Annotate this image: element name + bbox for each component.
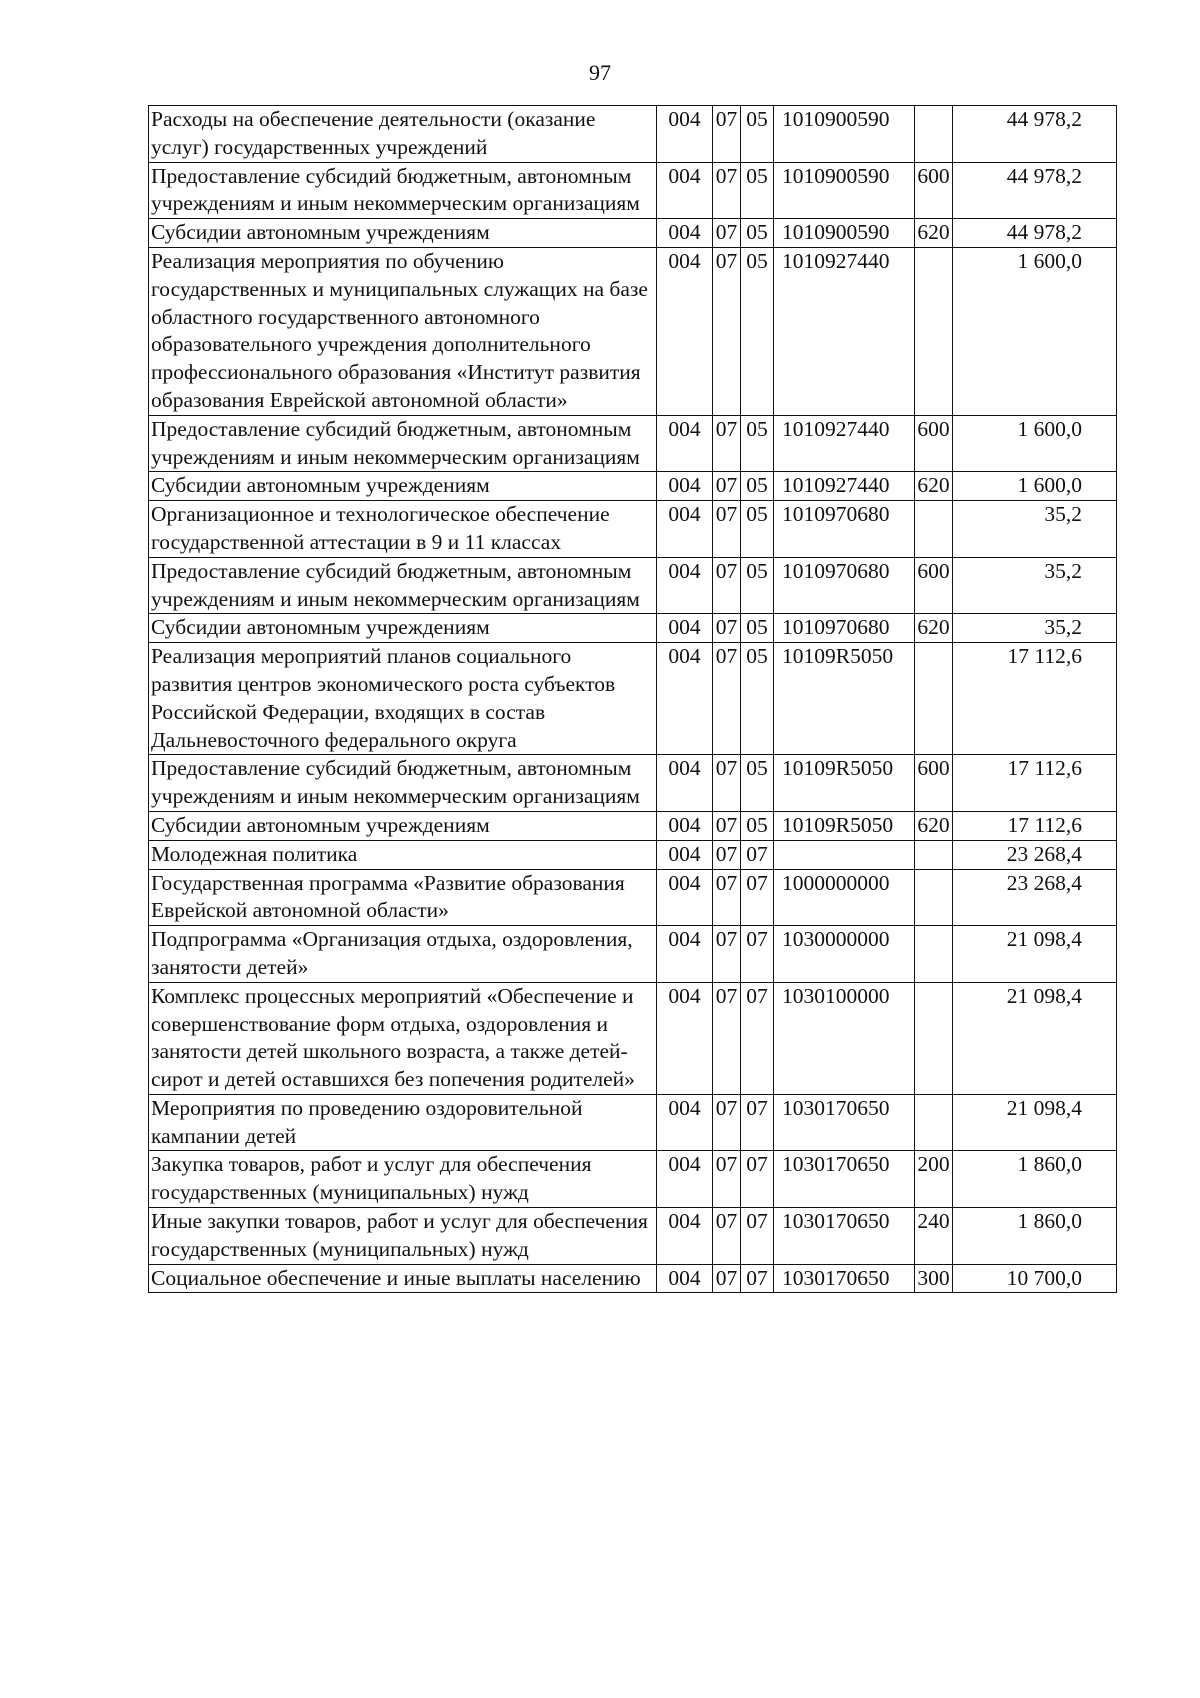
expense-type-cell [915, 501, 953, 558]
section-cell: 07 [713, 1208, 741, 1265]
target-item-cell: 1000000000 [774, 869, 915, 926]
grbs-cell: 004 [657, 162, 713, 219]
subsection-cell: 07 [741, 1094, 774, 1151]
target-item-cell: 1010970680 [774, 557, 915, 614]
table-row [149, 1094, 1117, 1151]
expense-type-cell [915, 1094, 953, 1151]
row-name-cell: Реализация мероприятия по обучению государственных и муниципальных служащих на базе областного государственного автономного образовательного учреждения дополнительного профессионального образования «Институт развития образования Еврейской автономной области» [149, 247, 657, 415]
grbs-cell: 004 [657, 1208, 713, 1265]
table-row [149, 1264, 1117, 1293]
subsection-cell: 07 [741, 840, 774, 869]
subsection-cell: 05 [741, 162, 774, 219]
target-item-cell: 1010900590 [774, 162, 915, 219]
target-item-cell: 1010970680 [774, 614, 915, 643]
amount-cell: 35,2 [953, 557, 1117, 614]
table-body [149, 106, 1117, 1293]
row-name-cell: Социальное обеспечение и иные выплаты населению [149, 1264, 657, 1293]
subsection-cell: 05 [741, 614, 774, 643]
amount-cell: 1 600,0 [953, 472, 1117, 501]
row-name-cell: Предоставление субсидий бюджетным, автономным учреждениям и иным некоммерческим организациям [149, 755, 657, 812]
expense-type-cell [915, 869, 953, 926]
table-row [149, 869, 1117, 926]
subsection-cell: 05 [741, 247, 774, 415]
subsection-cell: 05 [741, 811, 774, 840]
row-name-cell: Реализация мероприятий планов социального развития центров экономического роста субъектов Российской Федерации, входящих в состав Дальневосточного федерального округа [149, 643, 657, 755]
amount-cell: 17 112,6 [953, 755, 1117, 812]
grbs-cell: 004 [657, 1264, 713, 1293]
amount-cell: 17 112,6 [953, 811, 1117, 840]
amount-cell: 17 112,6 [953, 643, 1117, 755]
table-row [149, 219, 1117, 248]
grbs-cell: 004 [657, 811, 713, 840]
target-item-cell: 1030100000 [774, 982, 915, 1094]
amount-cell: 1 860,0 [953, 1151, 1117, 1208]
amount-cell: 23 268,4 [953, 869, 1117, 926]
target-item-cell: 1010900590 [774, 219, 915, 248]
expense-type-cell [915, 982, 953, 1094]
section-cell: 07 [713, 247, 741, 415]
grbs-cell: 004 [657, 415, 713, 472]
expense-type-cell [915, 643, 953, 755]
subsection-cell: 05 [741, 557, 774, 614]
row-name-cell: Субсидии автономным учреждениям [149, 614, 657, 643]
grbs-cell: 004 [657, 869, 713, 926]
table-row [149, 557, 1117, 614]
amount-cell: 21 098,4 [953, 926, 1117, 983]
section-cell: 07 [713, 614, 741, 643]
target-item-cell: 1030000000 [774, 926, 915, 983]
table-row [149, 162, 1117, 219]
subsection-cell: 05 [741, 415, 774, 472]
grbs-cell: 004 [657, 1151, 713, 1208]
amount-cell: 35,2 [953, 501, 1117, 558]
expense-type-cell: 240 [915, 1208, 953, 1265]
table-row [149, 840, 1117, 869]
table-row [149, 472, 1117, 501]
table-row [149, 501, 1117, 558]
section-cell: 07 [713, 219, 741, 248]
target-item-cell: 1030170650 [774, 1094, 915, 1151]
table-row [149, 755, 1117, 812]
grbs-cell: 004 [657, 840, 713, 869]
subsection-cell: 07 [741, 1151, 774, 1208]
grbs-cell: 004 [657, 1094, 713, 1151]
row-name-cell: Комплекс процессных мероприятий «Обеспечение и совершенствование форм отдыха, оздоровления и занятости детей школьного возраста, а также детей-сирот и детей оставшихся без попечения родителей» [149, 982, 657, 1094]
table-row [149, 643, 1117, 755]
expense-type-cell: 600 [915, 755, 953, 812]
grbs-cell: 004 [657, 982, 713, 1094]
target-item-cell: 1010927440 [774, 415, 915, 472]
target-item-cell: 10109R5050 [774, 643, 915, 755]
section-cell: 07 [713, 557, 741, 614]
expense-type-cell: 600 [915, 162, 953, 219]
section-cell: 07 [713, 162, 741, 219]
table-row [149, 811, 1117, 840]
target-item-cell: 1030170650 [774, 1151, 915, 1208]
section-cell: 07 [713, 106, 741, 163]
row-name-cell: Организационное и технологическое обеспечение государственной аттестации в 9 и 11 классах [149, 501, 657, 558]
target-item-cell: 1010927440 [774, 247, 915, 415]
target-item-cell: 1010927440 [774, 472, 915, 501]
section-cell: 07 [713, 1094, 741, 1151]
grbs-cell: 004 [657, 472, 713, 501]
subsection-cell: 05 [741, 643, 774, 755]
target-item-cell: 10109R5050 [774, 755, 915, 812]
expense-type-cell [915, 247, 953, 415]
section-cell: 07 [713, 840, 741, 869]
subsection-cell: 07 [741, 982, 774, 1094]
target-item-cell: 1030170650 [774, 1208, 915, 1265]
row-name-cell: Подпрограмма «Организация отдыха, оздоровления, занятости детей» [149, 926, 657, 983]
amount-cell: 10 700,0 [953, 1264, 1117, 1293]
grbs-cell: 004 [657, 614, 713, 643]
subsection-cell: 05 [741, 472, 774, 501]
expense-type-cell: 620 [915, 614, 953, 643]
subsection-cell: 07 [741, 1208, 774, 1265]
amount-cell: 44 978,2 [953, 162, 1117, 219]
expense-type-cell: 620 [915, 219, 953, 248]
section-cell: 07 [713, 1151, 741, 1208]
amount-cell: 23 268,4 [953, 840, 1117, 869]
target-item-cell: 1010970680 [774, 501, 915, 558]
expense-type-cell: 600 [915, 415, 953, 472]
section-cell: 07 [713, 811, 741, 840]
expense-type-cell [915, 926, 953, 983]
table-row [149, 247, 1117, 415]
row-name-cell: Мероприятия по проведению оздоровительной кампании детей [149, 1094, 657, 1151]
amount-cell: 35,2 [953, 614, 1117, 643]
target-item-cell: 10109R5050 [774, 811, 915, 840]
grbs-cell: 004 [657, 106, 713, 163]
subsection-cell: 07 [741, 926, 774, 983]
row-name-cell: Молодежная политика [149, 840, 657, 869]
grbs-cell: 004 [657, 247, 713, 415]
table-row [149, 926, 1117, 983]
budget-table [148, 105, 1117, 1293]
row-name-cell: Закупка товаров, работ и услуг для обеспечения государственных (муниципальных) нужд [149, 1151, 657, 1208]
section-cell: 07 [713, 926, 741, 983]
grbs-cell: 004 [657, 557, 713, 614]
amount-cell: 21 098,4 [953, 982, 1117, 1094]
grbs-cell: 004 [657, 755, 713, 812]
subsection-cell: 05 [741, 106, 774, 163]
subsection-cell: 05 [741, 219, 774, 248]
expense-type-cell: 600 [915, 557, 953, 614]
section-cell: 07 [713, 1264, 741, 1293]
table-row [149, 106, 1117, 163]
row-name-cell: Субсидии автономным учреждениям [149, 472, 657, 501]
row-name-cell: Предоставление субсидий бюджетным, автономным учреждениям и иным некоммерческим организациям [149, 162, 657, 219]
table-row [149, 982, 1117, 1094]
expense-type-cell: 620 [915, 472, 953, 501]
row-name-cell: Предоставление субсидий бюджетным, автономным учреждениям и иным некоммерческим организациям [149, 415, 657, 472]
row-name-cell: Субсидии автономным учреждениям [149, 219, 657, 248]
expense-type-cell [915, 106, 953, 163]
subsection-cell: 05 [741, 501, 774, 558]
expense-type-cell [915, 840, 953, 869]
target-item-cell [774, 840, 915, 869]
amount-cell: 1 860,0 [953, 1208, 1117, 1265]
table-row [149, 415, 1117, 472]
section-cell: 07 [713, 755, 741, 812]
table-row [149, 614, 1117, 643]
row-name-cell: Государственная программа «Развитие образования Еврейской автономной области» [149, 869, 657, 926]
table-row [149, 1208, 1117, 1265]
grbs-cell: 004 [657, 926, 713, 983]
section-cell: 07 [713, 501, 741, 558]
section-cell: 07 [713, 472, 741, 501]
subsection-cell: 07 [741, 869, 774, 926]
section-cell: 07 [713, 643, 741, 755]
subsection-cell: 05 [741, 755, 774, 812]
row-name-cell: Предоставление субсидий бюджетным, автономным учреждениям и иным некоммерческим организациям [149, 557, 657, 614]
section-cell: 07 [713, 982, 741, 1094]
section-cell: 07 [713, 869, 741, 926]
amount-cell: 1 600,0 [953, 415, 1117, 472]
grbs-cell: 004 [657, 501, 713, 558]
row-name-cell: Иные закупки товаров, работ и услуг для обеспечения государственных (муниципальных) нужд [149, 1208, 657, 1265]
target-item-cell: 1010900590 [774, 106, 915, 163]
amount-cell: 44 978,2 [953, 106, 1117, 163]
expense-type-cell: 620 [915, 811, 953, 840]
grbs-cell: 004 [657, 643, 713, 755]
grbs-cell: 004 [657, 219, 713, 248]
expense-type-cell: 200 [915, 1151, 953, 1208]
amount-cell: 44 978,2 [953, 219, 1117, 248]
table-row [149, 1151, 1117, 1208]
amount-cell: 1 600,0 [953, 247, 1117, 415]
row-name-cell: Субсидии автономным учреждениям [149, 811, 657, 840]
amount-cell: 21 098,4 [953, 1094, 1117, 1151]
page-number: 97 [589, 60, 611, 85]
subsection-cell: 07 [741, 1264, 774, 1293]
row-name-cell: Расходы на обеспечение деятельности (оказание услуг) государственных учреждений [149, 106, 657, 163]
section-cell: 07 [713, 415, 741, 472]
expense-type-cell: 300 [915, 1264, 953, 1293]
target-item-cell: 1030170650 [774, 1264, 915, 1293]
